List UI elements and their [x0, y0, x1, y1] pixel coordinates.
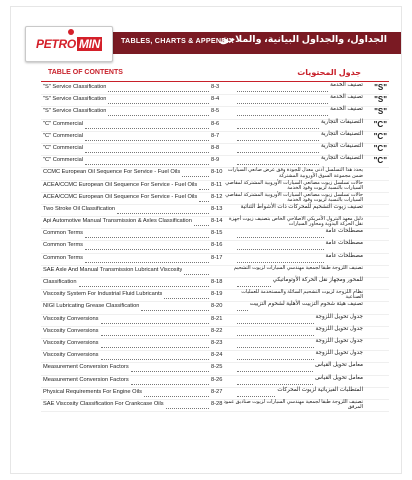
toc-entry-arabic[interactable]: تصنيف اللزوجة طبقا لجمعية مهندسي السيارات لزيوت التشحيم	[233, 264, 363, 271]
toc-entry-english[interactable]: "C" Commercial	[43, 157, 84, 164]
toc-page-number: 8-3	[211, 84, 220, 90]
toc-entry-english[interactable]: Api Automotive Manual Transmission & Axles Classification	[43, 218, 192, 225]
toc-page-number: 8-11	[211, 181, 222, 188]
toc-entry-arabic[interactable]: حالات تسلسل زيوت مصانعي السيارات الأوروبية المشتركة لمقاصي السيارات بالنسبة لزيوت وقود الخدمة	[225, 179, 363, 191]
toc-page-number: 8-27	[211, 388, 223, 395]
toc-row[interactable]	[41, 181, 389, 193]
dot-leader	[184, 267, 209, 275]
toc-entry-arabic[interactable]: مصطلحات عامة	[325, 252, 363, 259]
dot-leader	[101, 352, 209, 360]
oil-drop-icon	[68, 29, 74, 35]
dot-leader	[237, 377, 313, 385]
toc-row[interactable]	[41, 315, 389, 327]
dot-leader	[85, 145, 209, 153]
toc-entry-english[interactable]: Common Terms	[43, 242, 84, 249]
toc-entry-arabic[interactable]: معامل تحويل القياس	[315, 374, 363, 381]
toc-category-code: "C"	[373, 156, 387, 166]
dot-leader	[237, 96, 328, 104]
dot-leader	[237, 364, 313, 372]
toc-entry-english[interactable]: Viscosity Conversions	[43, 315, 99, 322]
toc-page-number: 8-18	[211, 279, 223, 285]
dot-leader	[164, 291, 209, 299]
dot-leader	[166, 401, 209, 409]
toc-entry-arabic[interactable]: معامل تحويل القياس	[315, 362, 363, 369]
toc-entry-english[interactable]: Measurement Conversion Factors	[43, 376, 129, 383]
dot-leader	[101, 316, 209, 324]
toc-entry-english[interactable]: SAE Viscosity Classification For Crankcase Oils	[43, 400, 164, 407]
toc-entry-arabic[interactable]: تصنيف زيوت التشحيم للمحركات ذات الأشواط الثنائية	[240, 203, 363, 210]
dot-leader	[237, 340, 314, 348]
toc-entry-english[interactable]: "S" Service Classification	[43, 96, 107, 103]
toc-page-number: 8-10	[211, 169, 223, 176]
toc-entry-english[interactable]: Viscosity System For Industrial Fluid Lubricants	[43, 291, 163, 298]
toc-entry-arabic[interactable]: جدول تحويل اللزوجة	[315, 350, 363, 357]
toc-entry-arabic[interactable]: للمحور ومجهاز نقل الحركة الأوتوماتيكي	[272, 277, 363, 283]
toc-page-number: 8-22	[211, 327, 223, 334]
toc-page-number: 8-7	[211, 132, 220, 139]
header-title-english: TABLES, CHARTS & APPENDIX	[121, 36, 234, 45]
toc-row[interactable]	[41, 254, 389, 266]
toc-page-number: 8-21	[211, 315, 223, 322]
dot-leader	[237, 145, 319, 153]
dot-leader	[108, 108, 209, 116]
dot-leader	[85, 255, 209, 263]
toc-entry-arabic[interactable]: التصنيفات التجارية	[320, 142, 363, 149]
toc-entry-english[interactable]: "C" Commercial	[43, 144, 84, 151]
toc-row[interactable]	[41, 363, 389, 375]
dot-leader	[117, 206, 209, 214]
toc-entry-english[interactable]: "S" Service Classification	[43, 108, 107, 115]
toc-entry-arabic[interactable]: نظام اللزوجة لزيوت التشحيم السائلة والمستخدمة للعمليات الصناعية	[241, 289, 363, 301]
dot-leader	[182, 169, 209, 177]
toc-row[interactable]	[41, 400, 389, 412]
toc-title-english: TABLE OF CONTENTS	[48, 69, 123, 76]
toc-entry-english[interactable]: Viscosity Conversions	[43, 339, 99, 346]
toc-entry-arabic[interactable]: التصنيفات التجارية	[320, 130, 363, 137]
toc-category-code: "C"	[373, 143, 387, 153]
toc-row[interactable]	[41, 168, 389, 180]
toc-entry-english[interactable]: Physical Requirements For Engine Oils	[43, 388, 142, 395]
toc-category-code: "C"	[373, 119, 387, 129]
dot-leader	[85, 242, 209, 250]
toc-page-number: 8-16	[211, 242, 223, 249]
toc-page-number: 8-20	[211, 303, 223, 310]
toc-category-code: "S"	[374, 95, 387, 105]
dot-leader	[194, 218, 209, 226]
toc-entry-english[interactable]: Classification	[43, 279, 77, 285]
toc-entry-english[interactable]: Two Stroke Oil Classification	[43, 205, 116, 212]
toc-entry-arabic[interactable]: تصنيف الخدمة	[330, 94, 363, 101]
logo-main-text: PETRO	[36, 37, 76, 51]
dot-leader	[131, 377, 209, 385]
toc-entry-english[interactable]: CCMC European Oil Sequence For Service - Fuel Oils	[43, 169, 181, 176]
dot-leader	[108, 84, 209, 92]
dot-leader	[237, 157, 319, 165]
dot-leader	[141, 303, 209, 311]
toc-page-number: 8-13	[211, 205, 223, 212]
dot-leader	[101, 340, 209, 348]
toc-entry-english[interactable]: "C" Commercial	[43, 120, 84, 127]
toc-category-code: "C"	[373, 131, 387, 141]
dot-leader	[199, 182, 209, 190]
toc-entry-arabic[interactable]: دليل معهد البترول الأمريكي الاصلاحي الخاص بتصنيف زيوت أجهزة نقل الحركة اليدوية ومحاور السيارات	[228, 216, 363, 228]
toc-entry-arabic[interactable]: تصنيف اللزوجة طبقا لجمعية مهندسي السيارات لزيوت صناديق عمود المرفق	[223, 398, 363, 411]
logo-wordmark	[36, 37, 102, 51]
toc-page-number: 8-12	[211, 193, 223, 200]
toc-row[interactable]	[41, 120, 389, 132]
toc-entry-arabic[interactable]: مصطلحات عامة	[325, 240, 363, 247]
dot-leader	[199, 194, 209, 202]
toc-page-number: 8-23	[211, 339, 223, 346]
dot-leader	[79, 279, 209, 287]
toc-row[interactable]	[41, 376, 389, 388]
toc-entry-english[interactable]: Common Terms	[43, 230, 84, 237]
dot-leader	[237, 133, 319, 141]
toc-category-code: "S"	[374, 83, 387, 92]
dot-leader	[108, 96, 209, 104]
toc-entry-english[interactable]: Viscosity Conversions	[43, 327, 99, 334]
toc-page-number: 8-25	[211, 364, 223, 371]
dot-leader	[237, 303, 248, 311]
dot-leader	[237, 316, 314, 324]
toc-page-number: 8-14	[211, 218, 223, 225]
toc-page-number: 8-17	[211, 254, 223, 261]
toc-entry-english[interactable]: Viscosity Conversions	[43, 352, 99, 359]
toc-category-code: "S"	[374, 107, 387, 117]
toc-list	[41, 83, 389, 412]
toc-entry-english[interactable]: SAE Axle And Manual Transmission Lubricant Viscosity	[43, 266, 183, 273]
dot-leader	[237, 108, 328, 116]
toc-entry-arabic[interactable]: تصنيف هيئة شحوم التزييت الأهلية لشحوم التزييت	[249, 301, 363, 308]
toc-entry-arabic[interactable]: حالات تسلسل زيوت مصانعي السيارات الأوروبية المشتركة لمقاصي السيارات بالنسبة لزيوت وقود الخدمة	[225, 191, 363, 203]
dot-leader	[237, 389, 275, 397]
toc-entry-english[interactable]: ACEA/CCMC European Oil Sequence For Service - Fuel Oils	[43, 193, 198, 200]
dot-leader	[237, 230, 324, 238]
petromin-logo	[25, 26, 113, 62]
toc-page-number: 8-9	[211, 157, 220, 164]
logo-accent-text: MIN	[78, 37, 100, 51]
toc-page-number: 8-24	[211, 352, 223, 359]
dot-leader	[85, 121, 209, 129]
dot-leader	[85, 157, 209, 165]
toc-entry-arabic[interactable]: جدول تحويل اللزوجة	[315, 313, 363, 320]
dot-leader	[144, 389, 209, 397]
toc-entry-english[interactable]: ACEA/CCMC European Oil Sequence For Service - Fuel Oils	[43, 181, 198, 188]
toc-page-number: 8-6	[211, 120, 220, 127]
document-page	[10, 6, 402, 474]
toc-page-number: 8-8	[211, 144, 220, 151]
dot-leader	[237, 121, 319, 129]
toc-page-number: 8-4	[211, 96, 220, 103]
dot-leader	[237, 328, 314, 336]
toc-entry-arabic[interactable]: جدول تحويل اللزوجة	[315, 337, 363, 344]
toc-row[interactable]	[41, 241, 389, 253]
toc-entry-arabic[interactable]: تصنيف الخدمة	[330, 106, 363, 113]
toc-entry-english[interactable]: "S" Service Classification	[43, 84, 107, 90]
dot-leader	[237, 352, 314, 360]
toc-page-number: 8-26	[211, 376, 223, 383]
toc-page-number: 8-15	[211, 230, 223, 237]
toc-row[interactable]	[41, 302, 389, 314]
dot-leader	[237, 279, 271, 287]
toc-entry-english[interactable]: NIGI Lubricating Grease Classification	[43, 303, 140, 310]
toc-entry-arabic[interactable]: تصنيف الخدمة	[330, 82, 363, 88]
toc-page-number: 8-28	[211, 400, 223, 407]
toc-entry-arabic[interactable]: يحدد هذا التسلسل أدنى معدل للجودة وفق عرض صانعي السيارات ضمن مجموعة السوق الأوروبية المشتركة	[227, 167, 363, 179]
dot-leader	[237, 84, 328, 92]
dot-leader	[237, 242, 324, 250]
toc-entry-english[interactable]: Common Terms	[43, 254, 84, 261]
toc-row[interactable]	[41, 107, 389, 119]
header-title-arabic: الجداول، والجداول البيانية، والملاحق	[219, 34, 387, 45]
toc-entry-english[interactable]: Measurement Conversion Factors	[43, 364, 129, 371]
toc-entry-arabic[interactable]: التصنيفات التجارية	[320, 118, 363, 125]
toc-entry-arabic[interactable]: المتطلبات الفيزيائية لزيوت المحركات	[277, 386, 363, 393]
toc-title-arabic: جدول المحتويات	[297, 68, 361, 77]
toc-page-number: 8-19	[211, 291, 223, 298]
dot-leader	[85, 133, 209, 141]
dot-leader	[237, 255, 324, 263]
dot-leader	[85, 230, 209, 238]
toc-entry-arabic[interactable]: مصطلحات عامة	[325, 228, 363, 235]
toc-entry-arabic[interactable]: التصنيفات التجارية	[320, 155, 363, 162]
toc-page-number: 8-5	[211, 108, 220, 115]
dot-leader	[131, 364, 209, 372]
toc-entry-english[interactable]: "C" Commercial	[43, 132, 84, 139]
dot-leader	[101, 328, 209, 336]
toc-entry-arabic[interactable]: جدول تحويل اللزوجة	[315, 325, 363, 332]
